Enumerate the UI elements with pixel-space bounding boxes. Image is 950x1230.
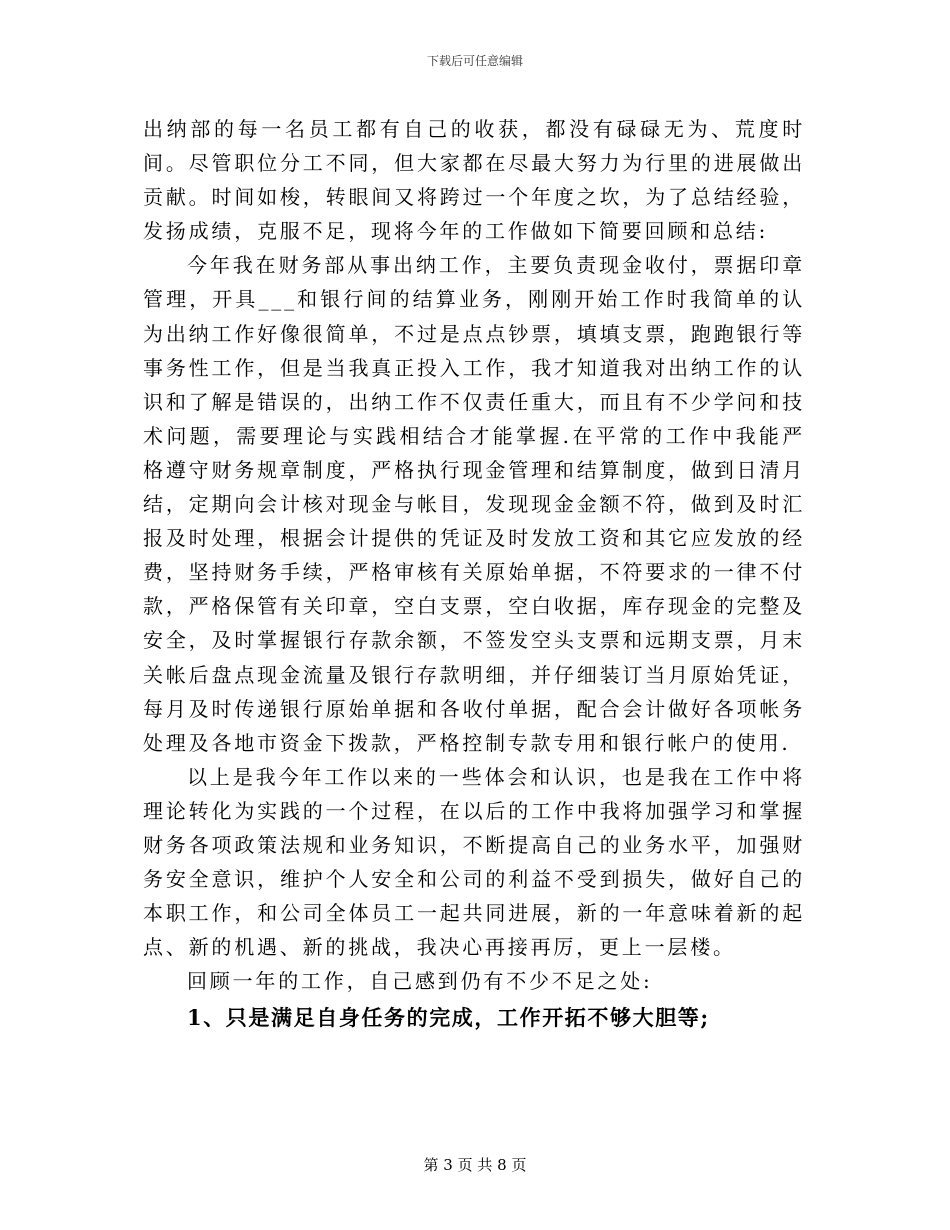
shortcoming-item-1: 1、只是满足自身任务的完成，工作开拓不够大胆等;: [187, 1005, 710, 1031]
paragraph-intro: 出纳部的每一名员工都有自己的收获，都没有碌碌无为、荒度时间。尽管职位分工不同，但大家都在尽最大努力为行里的进展做出贡献。时间如梭，转眼间又将跨过一个年度之坎，为了总结经验，发扬成绩，克服不足，现将今年的工作做如下简要回顾和总结:: [143, 117, 805, 244]
paragraph-work-description: 今年我在财务部从事出纳工作，主要负责现金收付，票据印章管理，开具___和银行间的结算业务，刚刚开始工作时我简单的认为出纳工作好像很简单，不过是点点钞票，填填支票，跑跑银行等事务性工作，但是当我真正投入工作，我才知道我对出纳工作的认识和了解是错误的，出纳工作不仅责任重大，而且有不少学问和技术问题，需要理论与实践相结合才能掌握.在平常的工作中我能严格遵守财务规章制度，严格执行现金管理和结算制度，做到日清月结，定期向会计核对现金与帐目，发现现金金额不符，做到及时汇报及时处理，根据会计提供的凭证及时发放工资和其它应发放的经费，坚持财务手续，严格审核有关原始单据，不符要求的一律不付款，严格保管有关印章，空白支票，空白收据，库存现金的完整及安全，及时掌握银行存款余额，不签发空头支票和远期支票，月末关帐后盘点现金流量及银行存款明细，并仔细装订当月原始凭证，每月及时传递银行原始单据和各收付单据，配合会计做好各项帐务处理及各地市资金下拨款，严格控制专款专用和银行帐户的使用.: [143, 253, 805, 755]
paragraph-shortcomings-intro: 回顾一年的工作，自己感到仍有不少不足之处:: [187, 969, 653, 994]
document-body: [143, 112, 805, 1036]
paragraph-reflection: 以上是我今年工作以来的一些体会和认识，也是我在工作中将理论转化为实践的一个过程，在以后的工作中我将加强学习和掌握财务各项政策法规和业务知识，不断提高自己的业务水平，加强财务安全意识，维护个人安全和公司的利益不受到损失，做好自己的本职工作，和公司全体员工一起共同进展，新的一年意味着新的起点、新的机遇、新的挑战，我决心再接再厉，更上一层楼。: [143, 764, 805, 960]
page-header-note: 下载后可任意编辑: [426, 54, 523, 68]
page-number-footer: 第 3 页 共 8 页: [423, 1156, 527, 1174]
